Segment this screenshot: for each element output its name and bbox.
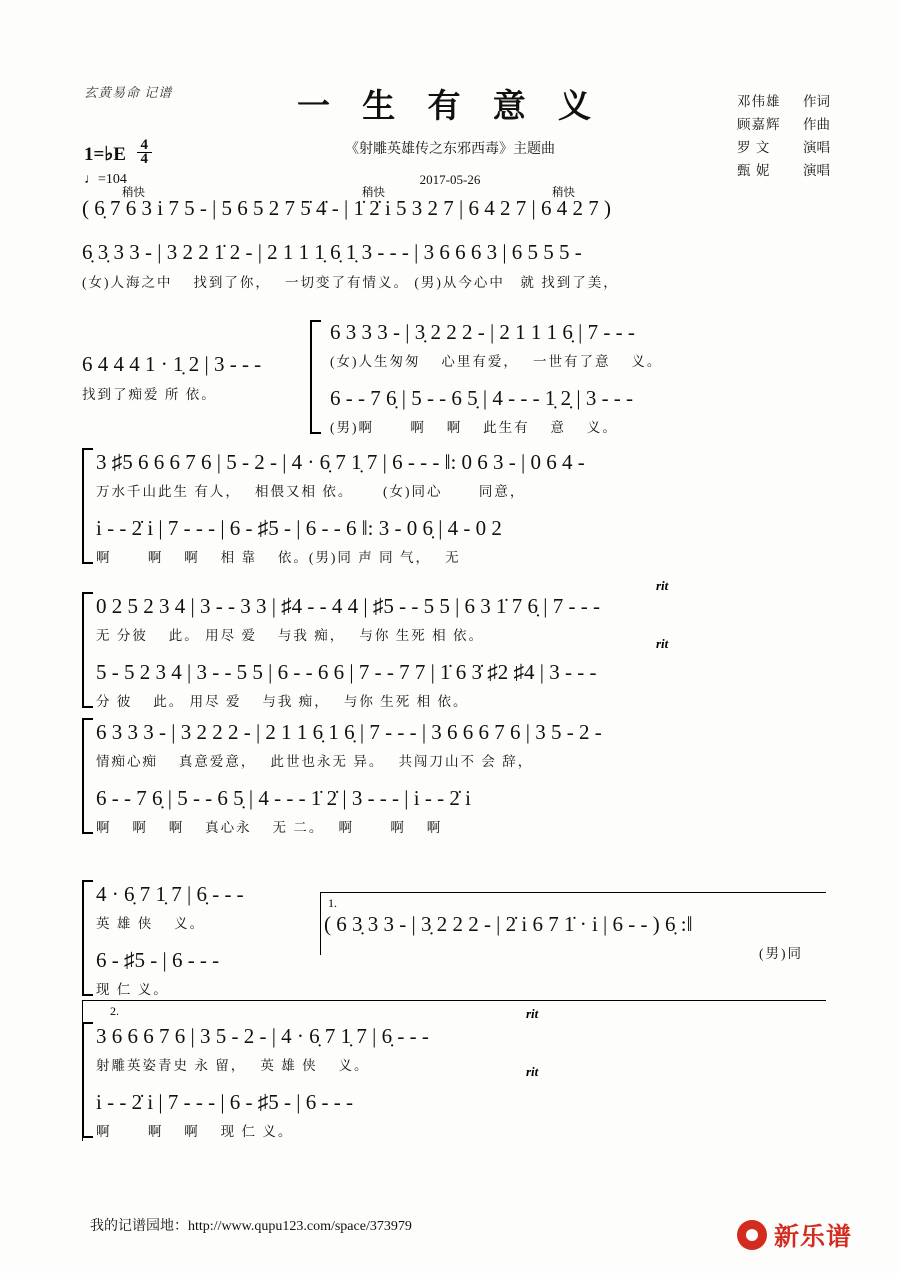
notation-line: i - - 2̇ i | 7 - - - | 6 - ♯5 - | 6 - - 6 ‖: 3 - 0 6̣ | 4 - 0 2 — [96, 516, 502, 540]
time-signature: $\frac{4}{4}$ — [137, 140, 152, 165]
notation-line: 5 - 5 2 3 4 | 3 - - 5 5 | 6 - - 6 6 | 7 - - 7 7 | 1̇ 6 3̇ ♯2 ♯4 | 3 - - - — [96, 660, 597, 684]
notation-line: ( 6̣ 7 6 3 i 7 5 - | 5 6 5 2 7 5̇ 4̇ - | 1̇ 2̇ i 5 3 2 7 | 6 4 2 7 | 6 4 2 7 ) — [82, 196, 611, 220]
rit-marking: rit — [656, 636, 669, 651]
subtitle: 《射雕英雄传之东邪西毒》主题曲 — [345, 142, 555, 157]
lyric-line: 万水千山此生 有人， 相偎又相 依。 (女)同心 同意， — [96, 484, 526, 499]
credit-row: 甄 妮 演唱 — [737, 163, 830, 178]
lyric-line: 射雕英姿青史 永 留， 英 雄 侠 义。 — [96, 1058, 370, 1073]
credit-row: 罗 文 演唱 — [737, 140, 830, 155]
system-ending-a — [96, 882, 306, 998]
lyric-line: 现 仁 义。 — [96, 982, 169, 997]
date-line: 2017-05-26 — [419, 172, 481, 187]
tempo-text-shaokuai: 稍快 — [552, 187, 575, 199]
notation-line: 3 ♯5 6 6 6 7 6 | 5 - 2 - | 4 · 6̣ 7 1̣ 7 | 6 - - - ‖: 0 6 3 - | 0 6 4 - — [96, 450, 585, 474]
grand-staff-brace — [82, 718, 93, 834]
notation-line: 6 3 3 3 - | 3 2 2 2 - | 2 1 1 6̣ 1 6̣ | 7 - - - | 3 6 6 6 7 6 | 3 5 - 2 - — [96, 720, 602, 744]
system-verse2 — [96, 720, 836, 836]
lyric-line: 啊 啊 啊 现 仁 义。 — [96, 1124, 294, 1139]
ending-number-1: 1. — [328, 896, 337, 910]
credit-row: 邓伟雄 作词 — [737, 94, 830, 109]
key-label: 1=♭E — [84, 144, 126, 165]
lyric-line: 啊 啊 啊 相 靠 依。(男)同 声 同 气， 无 — [96, 550, 461, 565]
tempo-text-shaokuai: 稍快 — [122, 187, 145, 199]
system-ending2 — [96, 1006, 836, 1140]
lyric-line: 英 雄 侠 义。 — [96, 916, 206, 931]
site-logo[interactable] — [737, 1217, 852, 1253]
notation-line: i - - 2̇ i | 7 - - - | 6 - ♯5 - | 6 - - - — [96, 1090, 353, 1114]
lyric-line: (男)啊 啊 啊 此生有 意 义。 — [330, 420, 618, 435]
notation-line: 4 · 6̣ 7 1̣ 7 | 6̣ - - - — [96, 882, 244, 906]
key-signature — [84, 137, 152, 167]
notation-line: 6̣ 3̣ 3 3 - | 3 2 2 1̇ 2 - | 2 1 1 1̣ 6̣ 1̣ 3 - - - | 3 6 6 6 3 | 6 5 5 5 - — [82, 240, 582, 264]
system-intro — [82, 187, 827, 221]
system-verse1-b-left — [82, 334, 312, 403]
rit-marking: rit — [656, 578, 669, 593]
grand-staff-brace — [82, 592, 93, 708]
notation-line: 0 2 5 2 3 4 | 3 - - 3 3 | ♯4 - - 4 4 | ♯5 - - 5 5 | 6 3 1̇ 7 6̣ | 7 - - - — [96, 594, 600, 618]
lyric-line: 情痴心痴 真意爱意， 此世也永无 异。 共闯刀山不 会 辞， — [96, 754, 534, 769]
notation-line: ( 6 3̣ 3 3 - | 3̣ 2 2 2 - | 2̇ i 6 7 1̇ · i | 6 - - ) 6̣ :‖ — [324, 912, 693, 936]
rit-marking: rit — [526, 1006, 539, 1021]
lyric-line: 分 彼 此。 用尽 爱 与我 痴， 与你 生死 相 依。 — [96, 694, 469, 709]
lyric-line: (女)人生匆匆 心里有爱， 一世有了意 义。 — [330, 354, 663, 369]
lyric-line: (女)人海之中 找到了你， 一切变了有情义。 (男)从今心中 就 找到了美， — [82, 275, 619, 290]
notation-line: 6 - ♯5 - | 6 - - - — [96, 948, 220, 972]
tempo-marking: ♩=104 — [84, 172, 127, 187]
notation-line: 6 3 3 3 - | 3̣ 2 2 2 - | 2 1 1 1 6̣ | 7 - - - — [330, 320, 635, 344]
ending-number-2: 2. — [110, 1004, 119, 1018]
page-title: 一 生 有 意 义 — [297, 89, 603, 125]
lyric-line: (男)同 — [759, 946, 803, 961]
system-verse1-a — [82, 240, 827, 291]
notation-line: 6 - - 7 6̣ | 5 - - 6 5̣ | 4 - - - 1̇ 2̇ | 3 - - - | i - - 2̇ i — [96, 786, 471, 810]
system-verse1-b-right — [330, 320, 830, 436]
grand-staff-brace — [310, 320, 321, 434]
footer-link[interactable]: 我的记谱园地：http://www.qupu123.com/space/373979 — [90, 1219, 412, 1234]
logo-text: 新乐谱 — [773, 1224, 852, 1251]
notation-line: 6 4 4 4 1 · 1̣ 2 | 3 - - - — [82, 352, 262, 376]
lyric-line: 啊 啊 啊 真心永 无 二。 啊 啊 啊 — [96, 820, 443, 835]
tempo-text-shaokuai: 稍快 — [362, 187, 385, 199]
grand-staff-brace — [82, 880, 93, 996]
grand-staff-brace — [82, 448, 93, 564]
lyric-line: 无 分彼 此。 用尽 爱 与我 痴， 与你 生死 相 依。 — [96, 628, 484, 643]
notation-line: 3 6 6 6 7 6 | 3 5 - 2 - | 4 · 6̣ 7 1̣ 7 | 6̣ - - - — [96, 1024, 429, 1048]
notation-line: 6 - - 7 6̣ | 5 - - 6 5̣ | 4 - - - 1̣ 2̣ | 3 - - - — [330, 386, 634, 410]
scribe-credit: 玄黄易命 记谱 — [84, 85, 173, 100]
system-ending1 — [324, 912, 829, 962]
credits-block — [737, 90, 830, 182]
grand-staff-brace — [82, 1022, 93, 1138]
logo-disc-icon — [737, 1220, 767, 1250]
rit-marking: rit — [526, 1064, 539, 1079]
lyric-line: 找到了痴爱 所 依。 — [82, 387, 217, 402]
system-chorus1 — [96, 450, 836, 566]
system-chorus2 — [96, 578, 836, 710]
credit-row: 顾嘉辉 作曲 — [737, 117, 830, 132]
